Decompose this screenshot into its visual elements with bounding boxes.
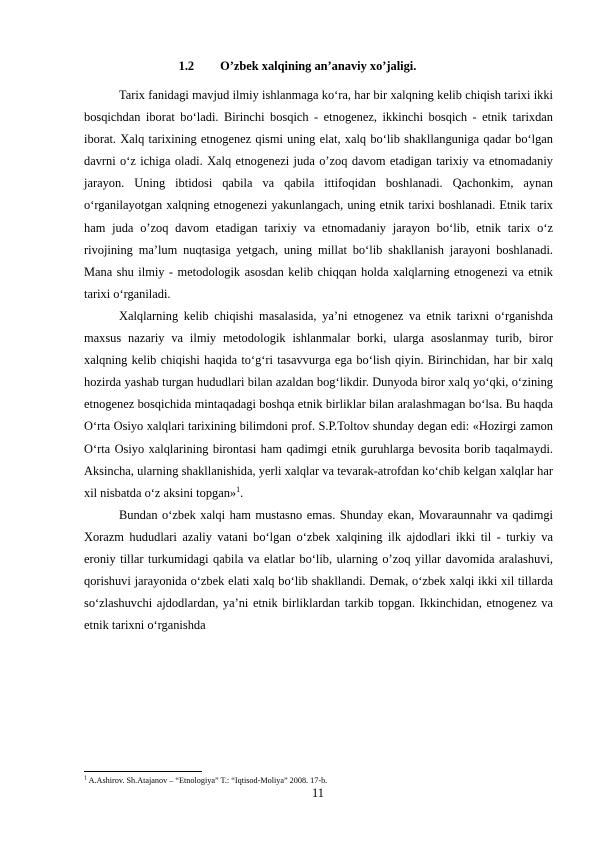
footnote <box>84 775 553 786</box>
footnote-text: A.Ashirov. Sh.Atajanov – “Etnologiya” T.: “Iqtisod-Moliya” 2008. 17-b. <box>87 776 328 785</box>
footnote-marker: 1 <box>84 775 87 782</box>
paragraph-2-text: Xalqlarning kelib chiqishi masalasida, ya’ni etnogenez va etnik tarixni o‘rganishda maxsus nazariy va ilmiy metodologik ishlanmalar borki, ularga asoslanmay turib, biror xalqning kelib chiqishi haqida to‘g‘ri tasavvurga ega bo‘lish qiyin. Birinchidan, har bir xalq hozirda yashab turgan hududlari bilan azaldan bog‘likdir. Dunyoda biror xalq yo‘qki, o‘zining etnogenez bosqichida mintaqadagi boshqa etnik birliklar bilan aralashmagan bo‘lsa. Bu haqda O‘rta Osiyo xalqlari tarixining bilimdoni prof. S.P.Toltov shunday degan edi: «Hozirgi zamon O‘rta Osiyo xalqlarining birontasi ham qadimgi etnik guruhlarga bevosita borib taqalmaydi. Aksincha, ularning shakllanishida, yerli xalqlar va tevarak-atrofdan ko‘chib kelgan xalqlar har xil nisbatda o‘z aksini topgan» <box>84 308 553 500</box>
section-title: O’zbek xalqining an’anaviy xo’jaligi. <box>220 59 417 73</box>
paragraph-1: Tarix fanidagi mavjud ilmiy ishlanmaga ko‘ra, har bir xalqning kelib chiqish tarixi ikki bosqichdan iborat bo‘ladi. Birinchi bosqich - etnogenez, ikkinchi bosqich - etnik tarixdan iborat. Xalq tarixining etnogenez qismi uning elat, xalq bo‘lib shakllanguniga qadar bo‘lgan davrni o‘z ichiga oladi. Xalq etnogenezi juda o’zoq davom etadigan tarixiy va etnomadaniy jarayon. Uning ibtidosi qabila va qabila ittifoqidan boshlanadi. Qachonkim, aynan o‘rganilayotgan xalqning etnogenezi yakunlangach, uning etnik tarixi boshlanadi. Etnik tarix ham juda o’zoq davom etadigan tarixiy va etnomadaniy jarayon bo‘lib, etnik tarix o‘z rivojining ma’lum nuqtasiga yetgach, uning millat bo‘lib shakllanish jarayoni boshlanadi. Mana shu ilmiy - metodologik asosdan kelib chiqqan holda xalqlarning etnogenezi va etnik tarixi o‘rganiladi. <box>84 88 553 301</box>
paragraph-2 <box>84 305 553 504</box>
page-number: 11 <box>312 786 324 800</box>
body-text <box>84 84 553 636</box>
footnote-separator <box>84 771 202 772</box>
footnote-reference[interactable]: 1 <box>236 484 241 494</box>
paragraph-2-end: . <box>240 485 244 500</box>
section-number: 1.2 <box>178 59 195 73</box>
section-heading <box>0 58 595 74</box>
paragraph-3: Bundan o‘zbek xalqi ham mustasno emas. Shunday ekan, Movaraunnahr va qadimgi Xorazm hududlari azaliy vatani bo‘lgan o‘zbek xalqining ilk ajdodlari ikki til - turkiy va eroniy tillar turkumidagi qabila va elatlar bo‘lib, ularning o’zoq yillar davomida aralashuvi, qorishuvi jarayonida o‘zbek elati xalq bo‘lib shakllandi. Demak, o‘zbek xalqi ikki xil tillarda so‘zlashuvchi ajdodlardan, ya’ni etnik birliklardan tarkib topgan. Ikkinchidan, etnogenez va etnik tarixni o‘rganishda <box>84 507 553 633</box>
